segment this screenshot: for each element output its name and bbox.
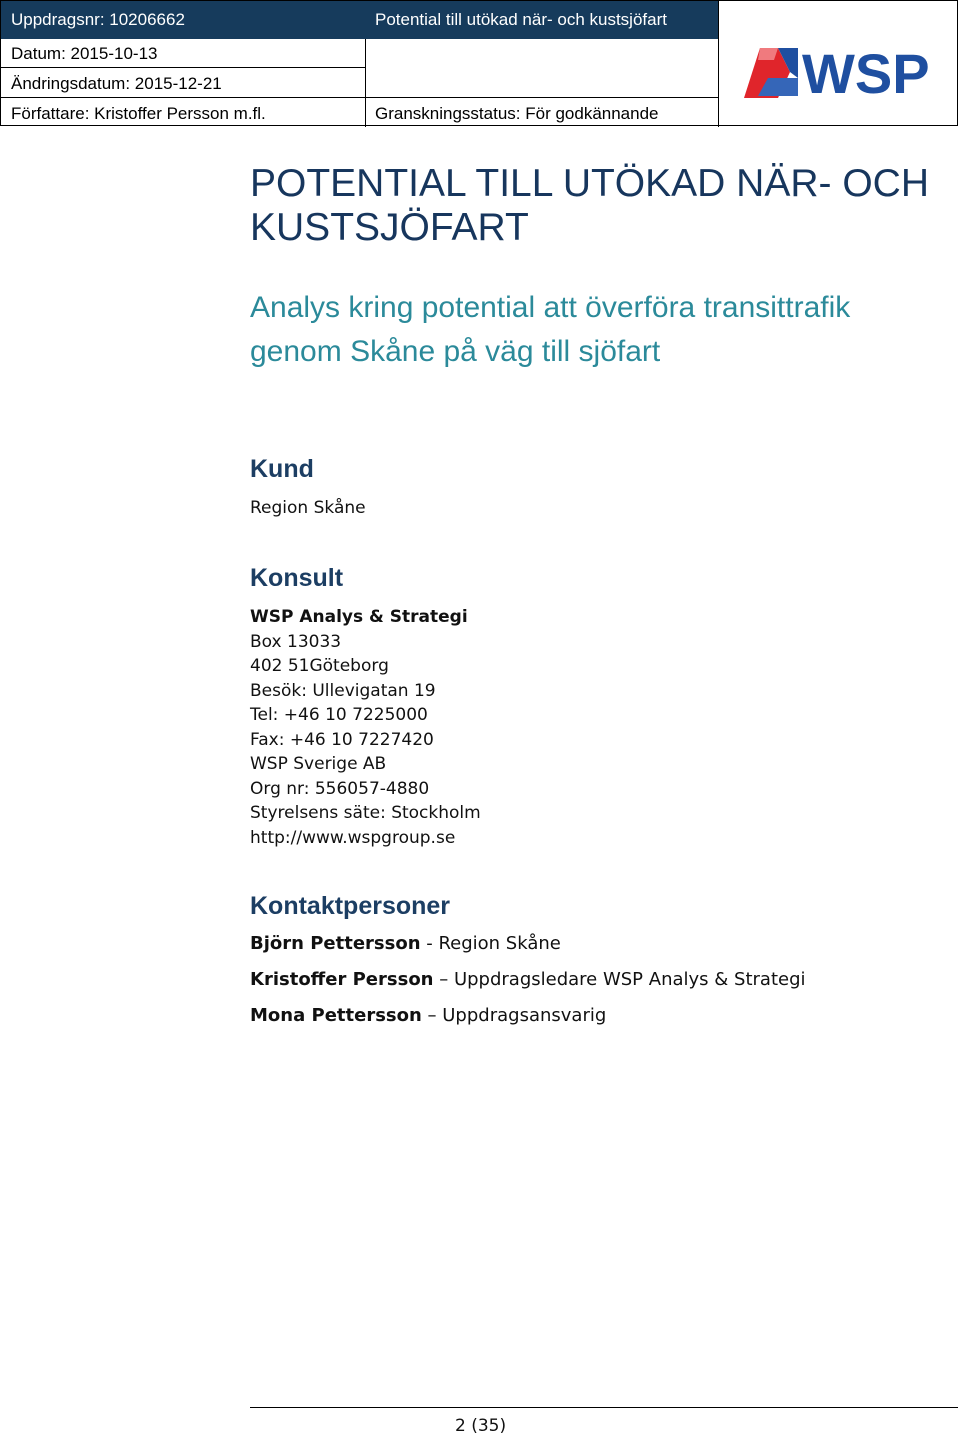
contact-name: Björn Pettersson [250,933,421,954]
consultant-company: WSP Analys & Strategi [250,607,468,627]
author-field: Författare: Kristoffer Persson m.fl. [11,104,266,123]
title-line-1: POTENTIAL TILL UTÖKAD NÄR- OCH [250,162,929,205]
consultant-heading: Konsult [250,564,344,592]
subtitle-line-1: Analys kring potential att överföra transittrafik [250,291,851,324]
client-name [250,496,366,521]
change-date-field: Ändringsdatum: 2015-12-21 [11,74,222,93]
contact-name: Mona Pettersson [250,1005,422,1026]
header-review-status-cell [365,97,718,127]
page-subtitle [250,286,950,374]
header-document-title: Potential till utökad när- och kustsjöfart [375,10,667,29]
header-change-date-cell [1,67,365,97]
header-row-top-left [1,1,365,39]
header-author-cell [1,97,365,127]
contact-role: – Uppdragsansvarig [421,1005,607,1026]
consultant-org-nr: Org nr: 556057-4880 [250,778,430,799]
assignment-number: Uppdragsnr: 10206662 [11,10,185,29]
contact-name: Kristoffer Persson [250,969,434,990]
client-heading: Kund [250,455,314,483]
contact-role: – Uppdragsledare WSP Analys & Strategi [433,969,806,990]
consultant-phone: Tel: +46 10 7225000 [250,705,428,725]
client-name-text: Region Skåne [250,498,366,518]
page-title [250,162,950,250]
page-number: 2 (35) [455,1416,507,1436]
logo-wordmark: WSP [802,42,930,102]
consultant-box: Box 13033 [250,631,342,652]
consultant-details [250,605,481,850]
consultant-postal: 402 51Göteborg [250,656,389,676]
review-status-field: Granskningsstatus: För godkännande [375,104,659,123]
contacts-heading: Kontaktpersoner [250,892,451,920]
contact-person [250,933,561,954]
header-date-cell [1,39,365,67]
date-field: Datum: 2015-10-13 [11,44,158,63]
wsp-logo [738,38,938,102]
wsp-logo-icon [738,38,938,102]
subtitle-line-2: genom Skåne på väg till sjöfart [250,335,661,368]
contact-role: - Region Skåne [420,933,561,954]
contact-person [250,1005,606,1026]
consultant-visit: Besök: Ullevigatan 19 [250,680,436,701]
header-row-top-middle [365,1,718,39]
consultant-website: http://www.wspgroup.se [250,827,456,848]
footer-divider [250,1407,958,1408]
contact-person [250,969,806,990]
consultant-legal-name: WSP Sverige AB [250,754,387,774]
title-line-2: KUSTSJÖFART [250,206,529,249]
consultant-fax: Fax: +46 10 7227420 [250,729,434,750]
consultant-seat: Styrelsens säte: Stockholm [250,803,481,823]
